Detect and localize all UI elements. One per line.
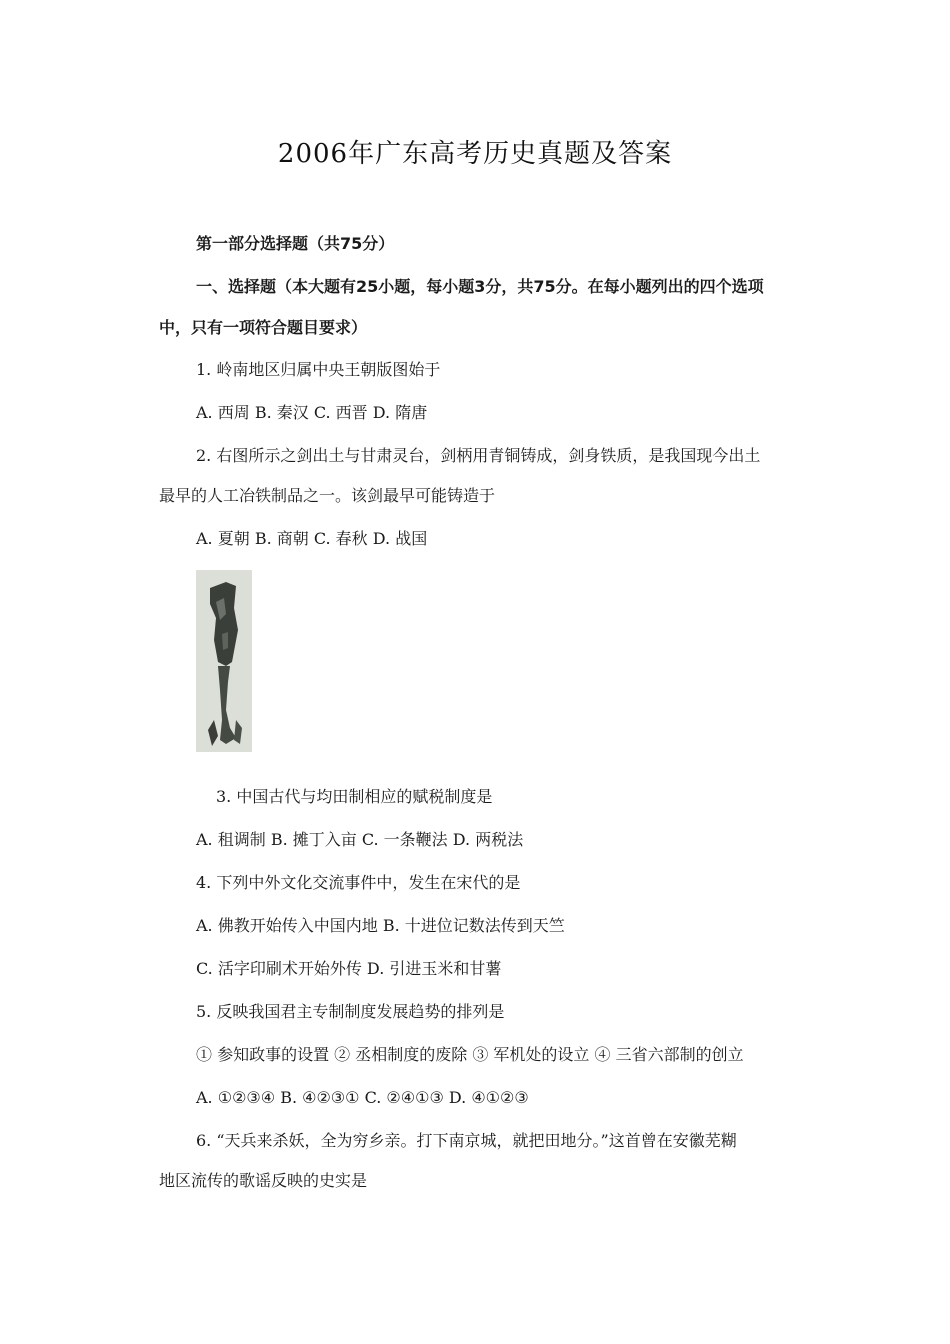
question-4: 4. 下列中外文化交流事件中，发生在宋代的是 (196, 873, 521, 892)
question-1-options: A. 西周 B. 秦汉 C. 西晋 D. 隋唐 (196, 403, 428, 422)
question-3: 3. 中国古代与均田制相应的赋税制度是 (216, 787, 493, 806)
question-2-options: A. 夏朝 B. 商朝 C. 春秋 D. 战国 (196, 529, 428, 548)
document-title: 2006年广东高考历史真题及答案 (277, 139, 673, 169)
part-heading: 第一部分选择题（共75分） (196, 234, 395, 253)
question-6-line-2: 地区流传的歌谣反映的史实是 (159, 1171, 368, 1190)
question-4-options-2: C. 活字印刷术开始外传 D. 引进玉米和甘薯 (196, 959, 502, 978)
sword-photo (196, 570, 252, 752)
question-3-options: A. 租调制 B. 摊丁入亩 C. 一条鞭法 D. 两税法 (196, 830, 524, 849)
question-4-options-1: A. 佛教开始传入中国内地 B. 十进位记数法传到天竺 (196, 916, 565, 935)
question-6-line-1: 6. “天兵来杀妖，全为穷乡亲。打下南京城，就把田地分。”这首曾在安徽芜糊 (196, 1131, 737, 1150)
sword-illustration (196, 570, 252, 752)
section-intro-line-2: 中，只有一项符合题目要求） (159, 318, 368, 337)
question-2-line-2: 最早的人工冶铁制品之一。该剑最早可能铸造于 (159, 486, 496, 505)
question-1: 1. 岭南地区归属中央王朝版图始于 (196, 360, 441, 379)
question-5-items: ① 参知政事的设置 ② 丞相制度的废除 ③ 军机处的设立 ④ 三省六部制的创立 (196, 1045, 744, 1064)
question-5-options: A. ①②③④ B. ④②③① C. ②④①③ D. ④①②③ (196, 1088, 529, 1107)
question-5: 5. 反映我国君主专制制度发展趋势的排列是 (196, 1002, 505, 1021)
section-intro-line-1: 一、选择题（本大题有25小题，每小题3分，共75分。在每小题列出的四个选项 (196, 277, 764, 296)
question-2-line-1: 2. 右图所示之剑出土与甘肃灵台，剑柄用青铜铸成，剑身铁质，是我国现今出土 (196, 446, 761, 465)
